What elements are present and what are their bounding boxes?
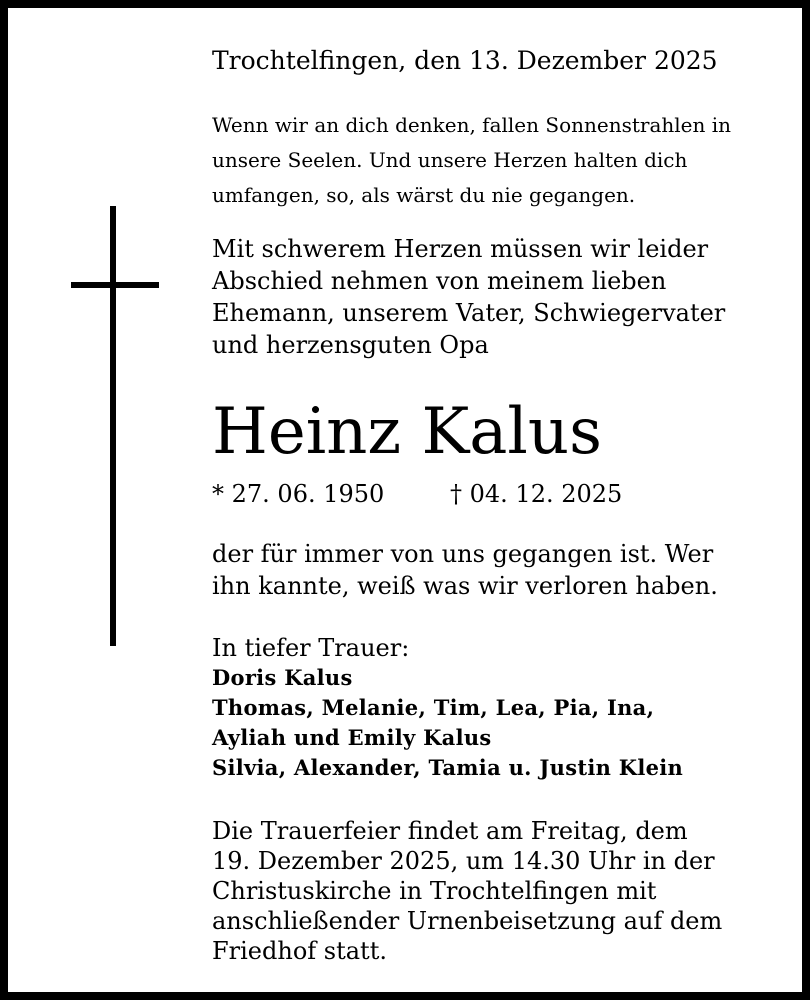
funeral-line: Friedhof statt.	[212, 937, 387, 965]
intro-line: Abschied nehmen von meinem lieben	[212, 267, 667, 295]
mourner-line: Ayliah und Emily Kalus	[212, 725, 492, 750]
remembrance-line: der für immer von uns gegangen ist. Wer	[212, 540, 714, 568]
place-date: Trochtelfingen, den 13. Dezember 2025	[212, 46, 718, 75]
mourner-line: Doris Kalus	[212, 665, 353, 690]
verse-line: unsere Seelen. Und unsere Herzen halten dich	[212, 148, 688, 172]
funeral-line: Die Trauerfeier findet am Freitag, dem	[212, 817, 688, 845]
intro-text	[212, 233, 725, 361]
deceased-name: Heinz Kalus	[212, 395, 602, 469]
intro-line: Mit schwerem Herzen müssen wir leider	[212, 235, 709, 263]
mourner-line: Thomas, Melanie, Tim, Lea, Pia, Ina,	[212, 695, 655, 720]
funeral-line: anschließender Urnenbeisetzung auf dem	[212, 907, 723, 935]
birth-date: * 27. 06. 1950	[212, 480, 385, 508]
mourning-label: In tiefer Trauer:	[212, 634, 410, 662]
verse-line: umfangen, so, als wärst du nie gegangen.	[212, 183, 636, 207]
funeral-line: 19. Dezember 2025, um 14.30 Uhr in der	[212, 847, 715, 875]
life-dates	[212, 478, 623, 510]
intro-line: Ehemann, unserem Vater, Schwiegervater	[212, 299, 726, 327]
intro-line: und herzensguten Opa	[212, 331, 489, 359]
cross-vertical-bar	[110, 206, 116, 646]
funeral-line: Christuskirche in Trochtelfingen mit	[212, 877, 657, 905]
memorial-verse	[212, 108, 731, 213]
funeral-details	[212, 816, 722, 966]
mourner-line: Silvia, Alexander, Tamia u. Justin Klein	[212, 755, 684, 780]
cross-horizontal-bar	[71, 282, 159, 288]
death-date: † 04. 12. 2025	[450, 480, 623, 508]
mourners-block	[212, 633, 683, 783]
verse-line: Wenn wir an dich denken, fallen Sonnenstrahlen in	[212, 113, 732, 137]
remembrance-line: ihn kannte, weiß was wir verloren haben.	[212, 572, 718, 600]
remembrance-text	[212, 538, 718, 602]
